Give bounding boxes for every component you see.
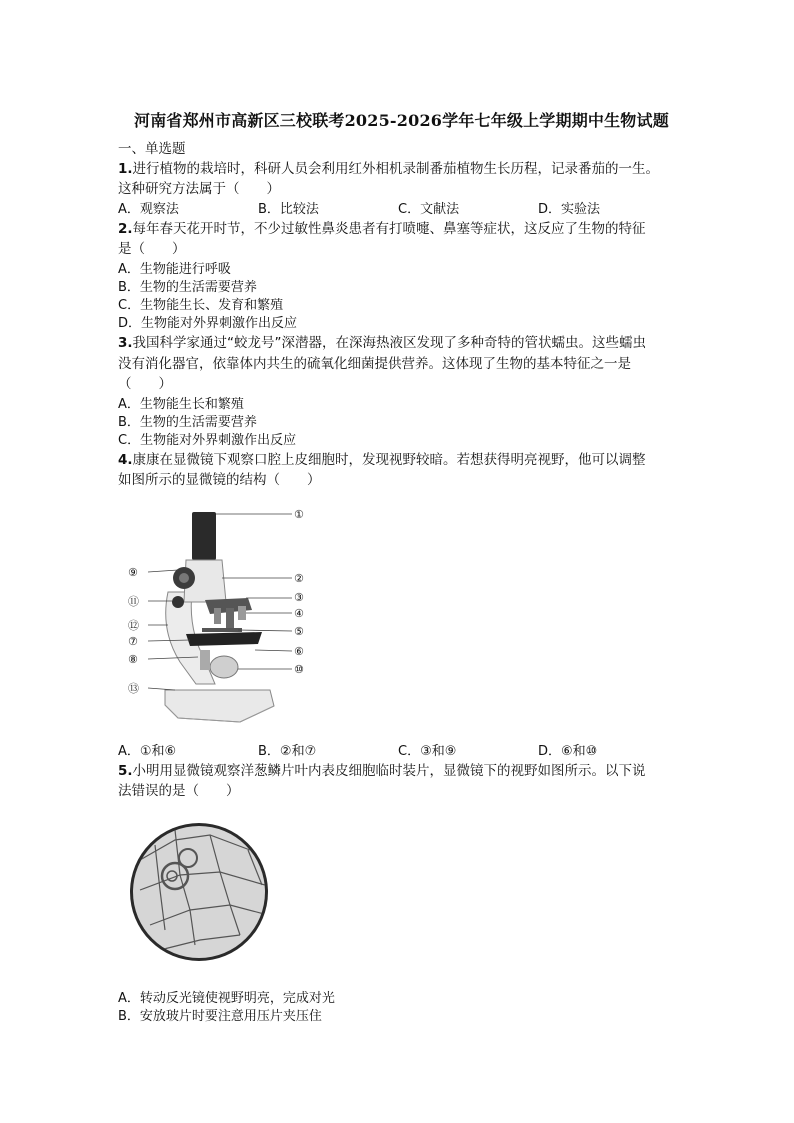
label-5: ⑤ <box>294 625 304 638</box>
question-text: 康康在显微镜下观察口腔上皮细胞时，发现视野较暗。若想获得明亮视野，他可以调整 <box>132 452 646 468</box>
option-c[interactable]: C．文献法 <box>398 202 460 217</box>
option-d[interactable]: D．⑥和⑩ <box>538 744 598 759</box>
question-text: 每年春天花开时节，不少过敏性鼻炎患者有打喷嚏、鼻塞等症状，这反应了生物的特征 <box>132 221 646 237</box>
label-9: ⑨ <box>128 566 138 579</box>
label-13: ⑬ <box>128 682 139 695</box>
question-text: 法错误的是（ ） <box>118 783 240 799</box>
label-4: ④ <box>294 607 304 620</box>
option-b[interactable]: B．生物的生活需要营养 <box>118 280 257 295</box>
label-7: ⑦ <box>128 635 138 648</box>
label-2: ② <box>294 572 304 585</box>
label-3: ③ <box>294 591 304 604</box>
option-b[interactable]: B．安放玻片时要注意用压片夹压住 <box>118 1009 322 1024</box>
option-c[interactable]: C．生物能生长、发育和繁殖 <box>118 298 284 313</box>
option-c[interactable]: C．③和⑨ <box>398 744 457 759</box>
question-text: 小明用显微镜观察洋葱鳞片叶内表皮细胞临时装片，显微镜下的视野如图所示。以下说 <box>132 763 646 779</box>
option-c[interactable]: C．生物能对外界刺激作出反应 <box>118 433 297 448</box>
question-number: 5. <box>118 763 133 779</box>
option-a[interactable]: A．生物能进行呼吸 <box>118 262 231 277</box>
option-a[interactable]: A．生物能生长和繁殖 <box>118 397 244 412</box>
label-12: ⑫ <box>128 619 139 632</box>
page-title: 河南省郑州市高新区三校联考2025-2026学年七年级上学期期中生物试题 <box>134 111 669 130</box>
label-6: ⑥ <box>294 645 304 658</box>
section-heading: 一、单选题 <box>118 141 186 157</box>
question-text: 我国科学家通过“蛟龙号”深潜器，在深海热液区发现了多种奇特的管状蠕虫。这些蠕虫 <box>132 335 647 351</box>
option-d[interactable]: D．实验法 <box>538 202 601 217</box>
option-a[interactable]: A．观察法 <box>118 202 179 217</box>
option-b[interactable]: B．②和⑦ <box>258 744 317 759</box>
label-10: ⑩ <box>294 663 304 676</box>
option-d[interactable]: D．生物能对外界刺激作出反应 <box>118 316 298 331</box>
question-number: 2. <box>118 221 133 237</box>
question-number: 4. <box>118 452 133 468</box>
question-text: （ ） <box>118 376 172 392</box>
question-text: 如图所示的显微镜的结构（ ） <box>118 472 321 488</box>
question-number: 1. <box>118 161 133 177</box>
option-b[interactable]: B．生物的生活需要营养 <box>118 415 257 430</box>
question-text: 没有消化器官，依靠体内共生的硫氧化细菌提供营养。这体现了生物的基本特征之一是 <box>118 356 631 372</box>
label-1: ① <box>294 508 304 521</box>
option-a[interactable]: A．①和⑥ <box>118 744 177 759</box>
question-text: 是（ ） <box>118 241 186 257</box>
label-8: ⑧ <box>128 653 138 666</box>
label-11: ⑪ <box>128 595 139 608</box>
option-b[interactable]: B．比较法 <box>258 202 319 217</box>
question-text: 进行植物的栽培时，科研人员会利用红外相机录制番茄植物生长历程，记录番茄的一生。 <box>132 161 660 177</box>
question-text: 这种研究方法属于（ ） <box>118 181 280 197</box>
option-a[interactable]: A．转动反光镜使视野明亮，完成对光 <box>118 991 335 1006</box>
question-number: 3. <box>118 335 133 351</box>
